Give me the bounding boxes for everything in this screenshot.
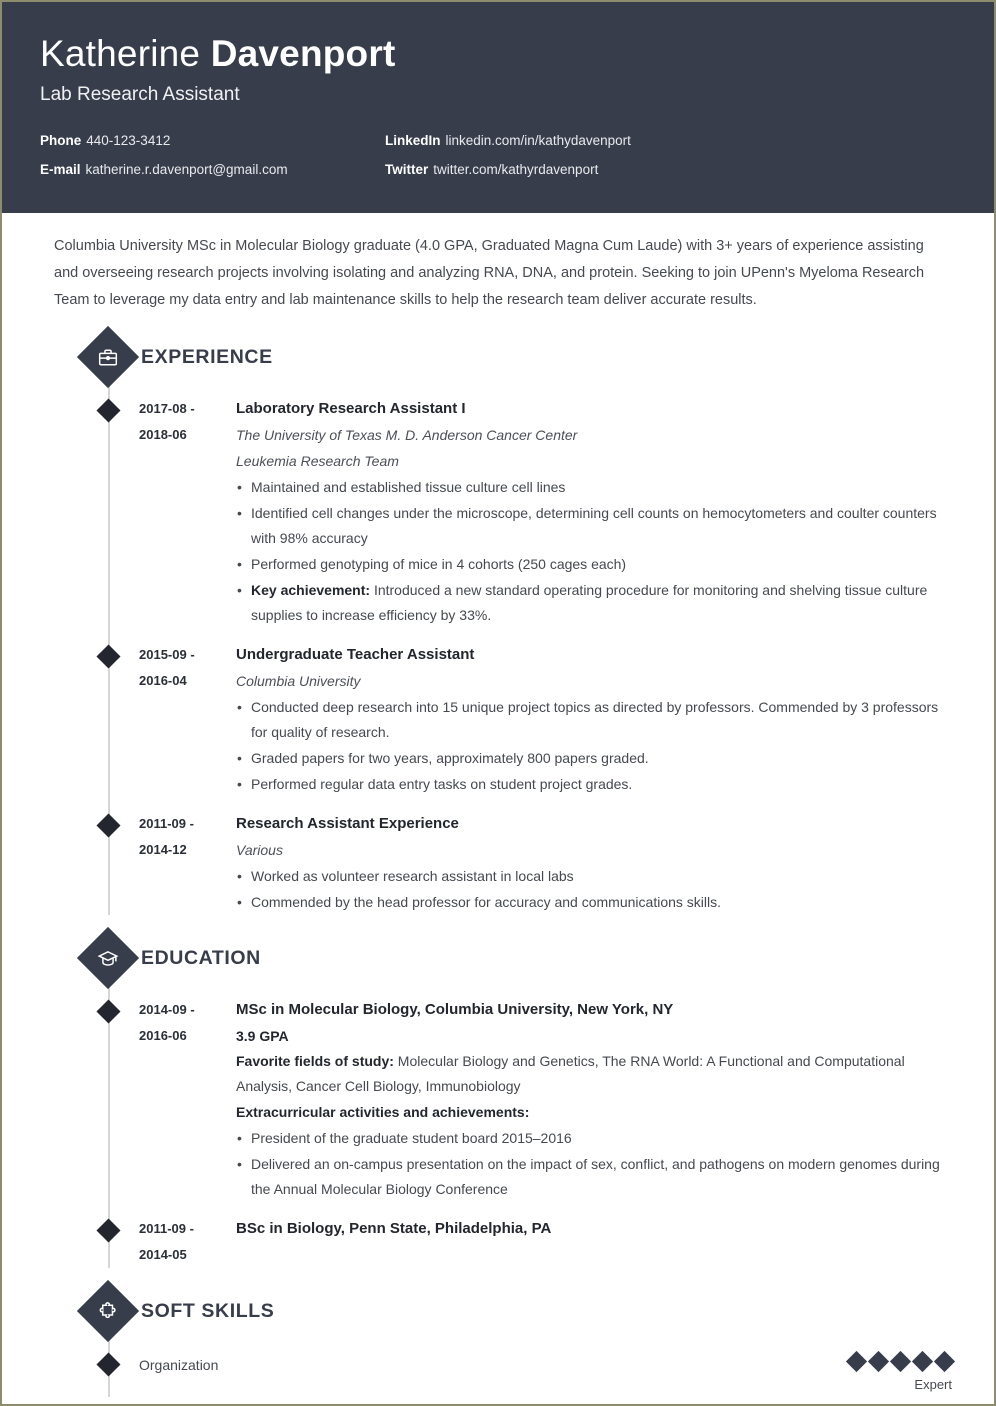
list-item [236,578,956,628]
rating-diamond-filled [868,1351,889,1372]
timeline-diamond-icon [96,398,120,422]
experience-entry-bullets [236,475,956,628]
experience-entry [40,396,956,628]
contact-twitter[interactable] [385,161,956,179]
summary-paragraph: Columbia University MSc in Molecular Biology graduate (4.0 GPA, Graduated Magna Cum Laude) with 3+ years of experience assisting and overseeing research projects involving isolating and analyzing RNA, DNA, and protein. Seeking to join UPenn's Myeloma Research Team to leverage my data entry and lab maintenance skills to help the research team deliver accurate results. [54,238,925,308]
skill-row [40,1354,956,1392]
list-item [236,475,956,500]
timeline-diamond-icon [96,1352,120,1376]
experience-entry-dates [139,642,236,797]
timeline-diamond-icon [96,1218,120,1242]
experience-entry-bullets [236,864,956,915]
bullet-text: Performed regular data entry tasks on student project grades. [251,776,633,792]
date-start: 2015-09 - [139,647,195,662]
bullet-text: President of the graduate student board 2015–2016 [251,1130,572,1146]
experience-entry [40,811,956,915]
list-item [236,501,956,551]
experience-entries [40,396,956,915]
experience-entry-company: The University of Texas M. D. Anderson Cancer Center [236,427,578,443]
experience-entry-title: Laboratory Research Assistant I [236,400,466,417]
date-end: 2014-05 [139,1247,187,1262]
experience-entry-dates [139,811,236,915]
list-item [236,864,956,889]
resume-body [2,213,994,1392]
education-entry-body [236,997,956,1202]
list-item [236,746,956,771]
bullet-text: Delivered an on-campus presentation on the impact of sex, conflict, and pathogens on modern genomes during the Annual Molecular Biology Conference [251,1156,940,1197]
job-title: Lab Research Assistant [40,84,240,105]
bullet-text: Introduced a new standard operating procedure for monitoring and shelving tissue culture supplies to increase efficiency by 33%. [251,582,928,623]
rating-diamond-filled [846,1351,867,1372]
list-item [236,1126,956,1151]
contact-linkedin-value[interactable]: linkedin.com/in/kathydavenport [445,133,631,148]
section-education [40,929,956,1268]
bullet-text: Identified cell changes under the microscope, determining cell counts on hemocytometers and coulter counters with 98% accuracy [251,505,937,546]
rating-diamonds [849,1354,952,1369]
experience-entry-dates [139,396,236,628]
briefcase-icon [77,326,139,388]
section-soft-skills [40,1282,956,1392]
list-item [236,695,956,745]
timeline-diamond-icon [96,813,120,837]
experience-entry-company: Various [236,842,283,858]
experience-entry [40,642,956,797]
experience-entry-body [236,811,956,915]
section-header-education [40,929,956,987]
contact-linkedin-label: LinkedIn [385,133,441,148]
education-entries [40,997,956,1268]
bullet-bold-lead: Key achievement: [251,582,371,598]
page-title [40,32,956,76]
experience-entry-bullets [236,695,956,797]
list-item [236,890,956,915]
skill-level-label: Expert [914,1377,952,1392]
education-entry-fields [236,1049,956,1099]
education-entry [40,997,956,1202]
contact-grid [40,132,956,179]
contact-email[interactable] [40,161,385,179]
section-header-experience [40,328,956,386]
section-title-education: EDUCATION [141,946,261,969]
contact-twitter-label: Twitter [385,162,429,177]
education-entry-extras-label: Extracurricular activities and achievements: [236,1104,530,1120]
education-entry [40,1216,956,1268]
bullet-text: Graded papers for two years, approximately 800 papers graded. [251,750,649,766]
contact-phone-value: 440-123-3412 [86,133,171,148]
bullet-text: Performed genotyping of mice in 4 cohorts (250 cages each) [251,556,627,572]
rating-diamond-filled [912,1351,933,1372]
list-item [236,772,956,797]
experience-entry-title: Research Assistant Experience [236,815,459,832]
first-name: Katherine [40,33,201,74]
contact-phone [40,132,385,150]
date-end: 2014-12 [139,842,187,857]
skill-rating [849,1354,956,1392]
education-entry-dates [139,997,236,1202]
last-name: Davenport [210,33,396,74]
contact-twitter-value[interactable]: twitter.com/kathyrdavenport [433,162,599,177]
graduation-cap-icon [77,927,139,989]
experience-entry-company: Columbia University [236,673,361,689]
date-start: 2011-09 - [139,816,194,831]
education-entry-degree: MSc in Molecular Biology, Columbia University, New York, NY [236,1001,674,1018]
soft-skills-entries [40,1354,956,1392]
section-title-soft-skills: SOFT SKILLS [141,1299,275,1322]
contact-email-label: E-mail [40,162,81,177]
list-item [236,552,956,577]
contact-email-value[interactable]: katherine.r.davenport@gmail.com [85,162,288,177]
bullet-text: Maintained and established tissue culture cell lines [251,479,566,495]
puzzle-piece-icon [77,1280,139,1342]
timeline-diamond-icon [96,999,120,1023]
rating-diamond-filled [934,1351,955,1372]
date-start: 2017-08 - [139,401,195,416]
education-entry-body [236,1216,956,1268]
date-start: 2014-09 - [139,1002,195,1017]
fields-value: Molecular Biology and Genetics, The RNA World: A Functional and Computational Analysis, Cancer Cell Biology, Immunobiology [236,1053,905,1094]
experience-entry-body [236,642,956,797]
section-header-soft-skills [40,1282,956,1340]
experience-entry-body [236,396,956,628]
date-end: 2016-06 [139,1028,187,1043]
skill-name: Organization [139,1357,219,1373]
contact-phone-label: Phone [40,133,82,148]
list-item [236,1152,956,1202]
bullet-text: Worked as volunteer research assistant in local labs [251,868,574,884]
experience-entry-title: Undergraduate Teacher Assistant [236,646,475,663]
date-end: 2016-04 [139,673,187,688]
contact-linkedin[interactable] [385,132,956,150]
rating-diamond-filled [890,1351,911,1372]
education-entry-gpa: 3.9 GPA [236,1028,289,1044]
section-experience [40,328,956,915]
experience-entry-team: Leukemia Research Team [236,453,399,469]
timeline-diamond-icon [96,644,120,668]
section-title-experience: EXPERIENCE [141,345,273,368]
bullet-text: Conducted deep research into 15 unique project topics as directed by professors. Commended by 3 professors for quality of research. [251,699,939,740]
education-entry-degree: BSc in Biology, Penn State, Philadelphia, PA [236,1220,552,1237]
fields-label: Favorite fields of study: [236,1053,394,1069]
date-start: 2011-09 - [139,1221,194,1236]
education-entry-dates [139,1216,236,1268]
date-end: 2018-06 [139,427,187,442]
resume-header [2,2,994,213]
education-entry-bullets [236,1126,956,1202]
bullet-text: Commended by the head professor for accuracy and communications skills. [251,894,721,910]
